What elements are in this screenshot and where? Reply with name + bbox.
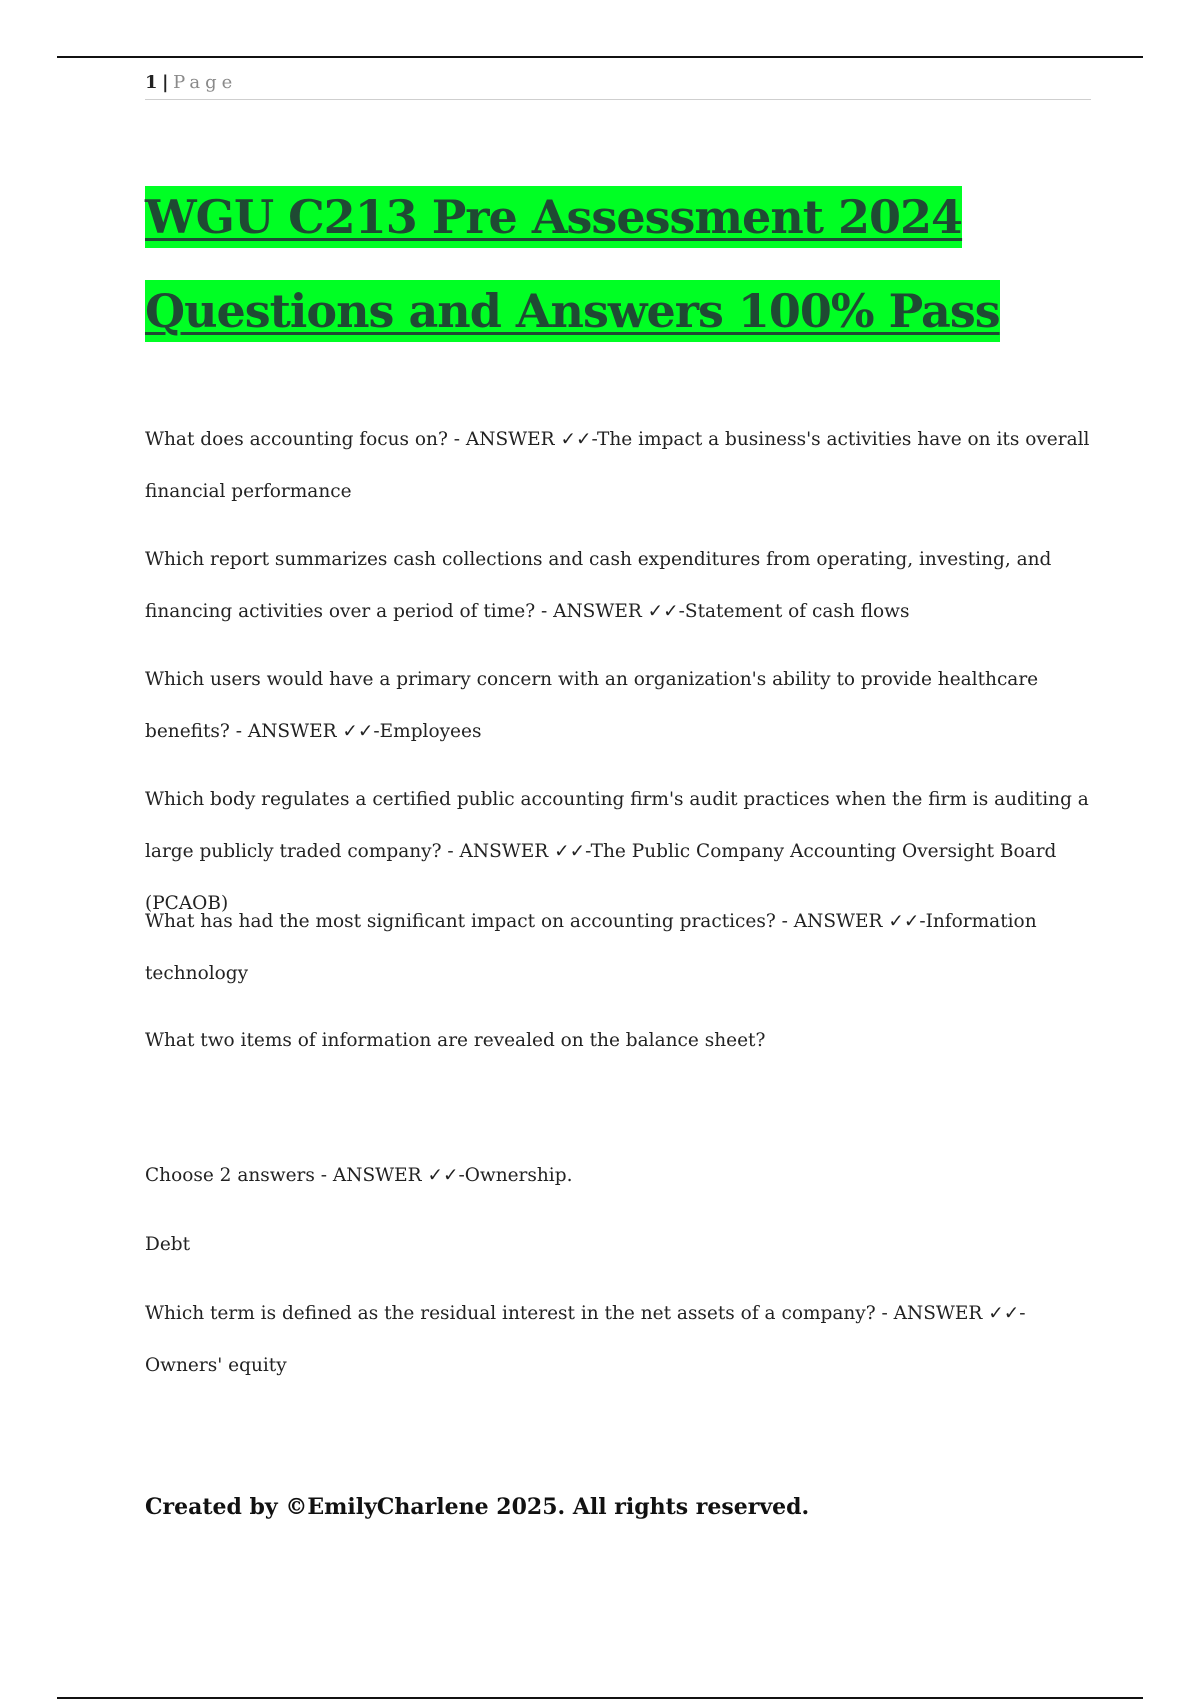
title-line-2: Questions and Answers 100% Pass [145, 280, 1000, 342]
qa-item: What does accounting focus on? - ANSWER ✓✓-The impact a business's activities have on its overall financial performance [145, 429, 1090, 502]
bottom-rule [57, 1697, 1143, 1699]
qa-item: Debt [145, 1234, 191, 1255]
page-header [145, 72, 1091, 100]
title-line-1: WGU C213 Pre Assessment 2024 [145, 186, 962, 248]
qa-item: What has had the most significant impact on accounting practices? - ANSWER ✓✓-Information technology [145, 911, 1037, 984]
qa-item: Which report summarizes cash collections and cash expenditures from operating, investing, and financing activities over a period of time? - ANSWER ✓✓-Statement of cash flows [145, 549, 1052, 622]
qa-item: Choose 2 answers - ANSWER ✓✓-Ownership. [145, 1165, 573, 1186]
qa-item: Which body regulates a certified public accounting firm's audit practices when the firm is auditing a large publicly traded company? - ANSWER ✓✓-The Public Company Accounting Oversight Board (PCAOB) [145, 789, 1089, 914]
qa-item: Which users would have a primary concern with an organization's ability to provide healthcare benefits? - ANSWER ✓✓-Employees [145, 669, 1039, 742]
document-title [145, 170, 1095, 358]
page-separator: | [162, 72, 170, 93]
qa-item: Which term is defined as the residual interest in the net assets of a company? - ANSWER ✓✓-Owners' equity [145, 1303, 1026, 1376]
top-rule [57, 56, 1143, 58]
page-label: Page [173, 72, 238, 93]
copyright-credit: Created by ©EmilyCharlene 2025. All rights reserved. [145, 1494, 810, 1520]
qa-item: What two items of information are revealed on the balance sheet? [145, 1030, 766, 1051]
page-number: 1 [145, 72, 159, 93]
